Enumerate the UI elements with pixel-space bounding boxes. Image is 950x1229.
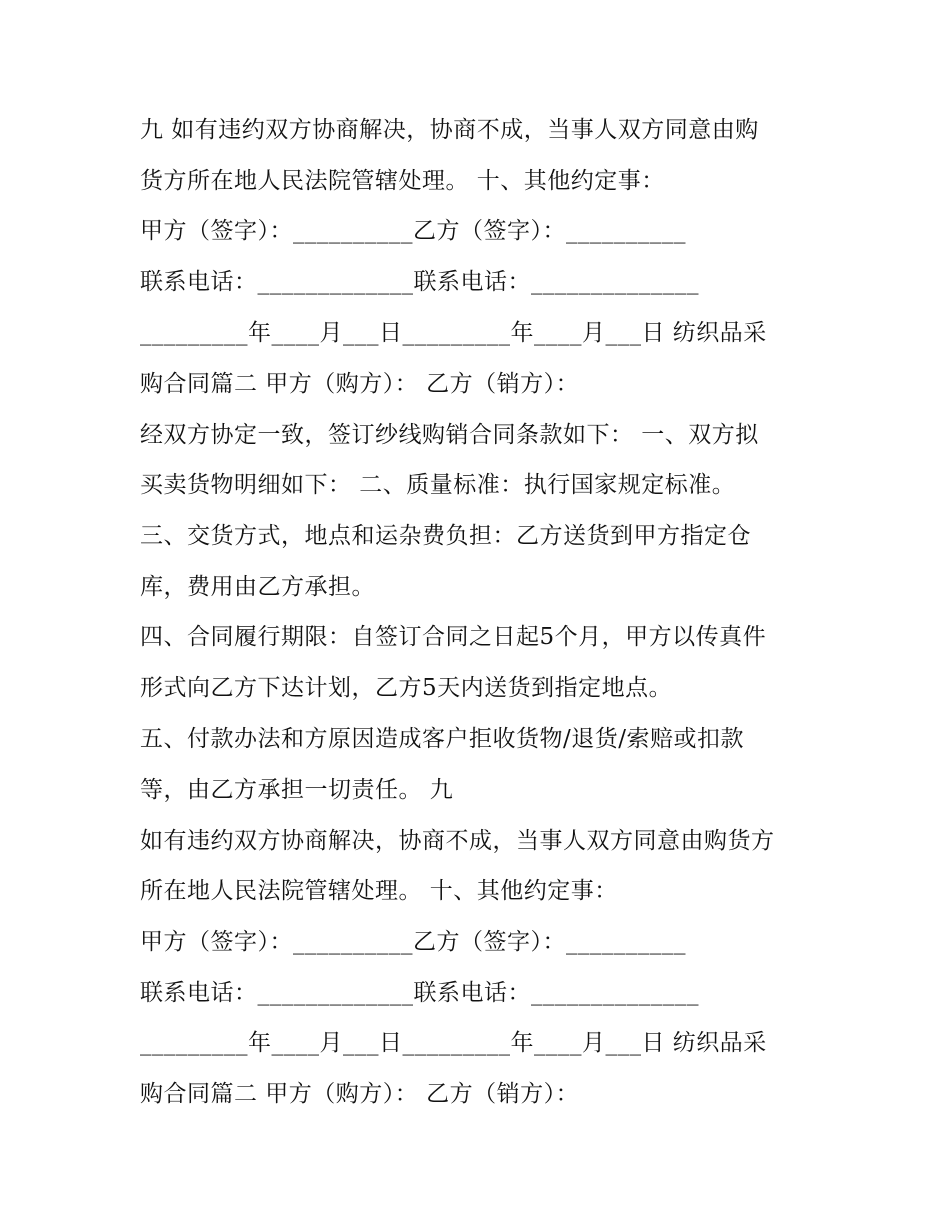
text-line: 三、交货方式，地点和运杂费负担：乙方送货到甲方指定仓 [140, 523, 751, 549]
date-line: _________年____月___日_________年____月___日 纺织品采 [140, 320, 767, 346]
phone-line: 联系电话：_____________联系电话：______________ [140, 980, 699, 1006]
text-line: 购合同篇二 甲方（购方）： 乙方（销方）： [140, 371, 580, 397]
date-line: _________年____月___日_________年____月___日 纺织品采 [140, 1030, 767, 1056]
text-line: 等，由乙方承担一切责任。 九 [140, 777, 454, 803]
text-line: 买卖货物明细如下： 二、质量标准：执行国家规定标准。 [140, 472, 736, 498]
signature-line: 甲方（签字）：__________乙方（签字）：__________ [140, 929, 686, 955]
text-line: 库，费用由乙方承担。 [140, 574, 375, 600]
text-line: 如有违约双方协商解决，协商不成，当事人双方同意由购货方 [140, 828, 775, 854]
text-line: 经双方协定一致，签订纱线购销合同条款如下： 一、双方拟 [140, 422, 759, 448]
signature-line: 甲方（签字）：__________乙方（签字）：__________ [140, 218, 686, 244]
text-line: 购合同篇二 甲方（购方）： 乙方（销方）： [140, 1081, 580, 1107]
text-line: 九 如有违约双方协商解决，协商不成，当事人双方同意由购 [140, 117, 759, 143]
text-line: 所在地人民法院管辖处理。 十、其他约定事： [140, 878, 618, 904]
text-line: 四、合同履行期限：自签订合同之日起5个月，甲方以传真件 [140, 624, 767, 650]
text-line: 形式向乙方下达计划，乙方5天内送货到指定地点。 [140, 675, 673, 701]
text-line: 货方所在地人民法院管辖处理。 十、其他约定事： [140, 168, 665, 194]
text-line: 五、付款办法和方原因造成客户拒收货物/退货/索赔或扣款 [140, 726, 744, 752]
phone-line: 联系电话：_____________联系电话：______________ [140, 269, 699, 295]
